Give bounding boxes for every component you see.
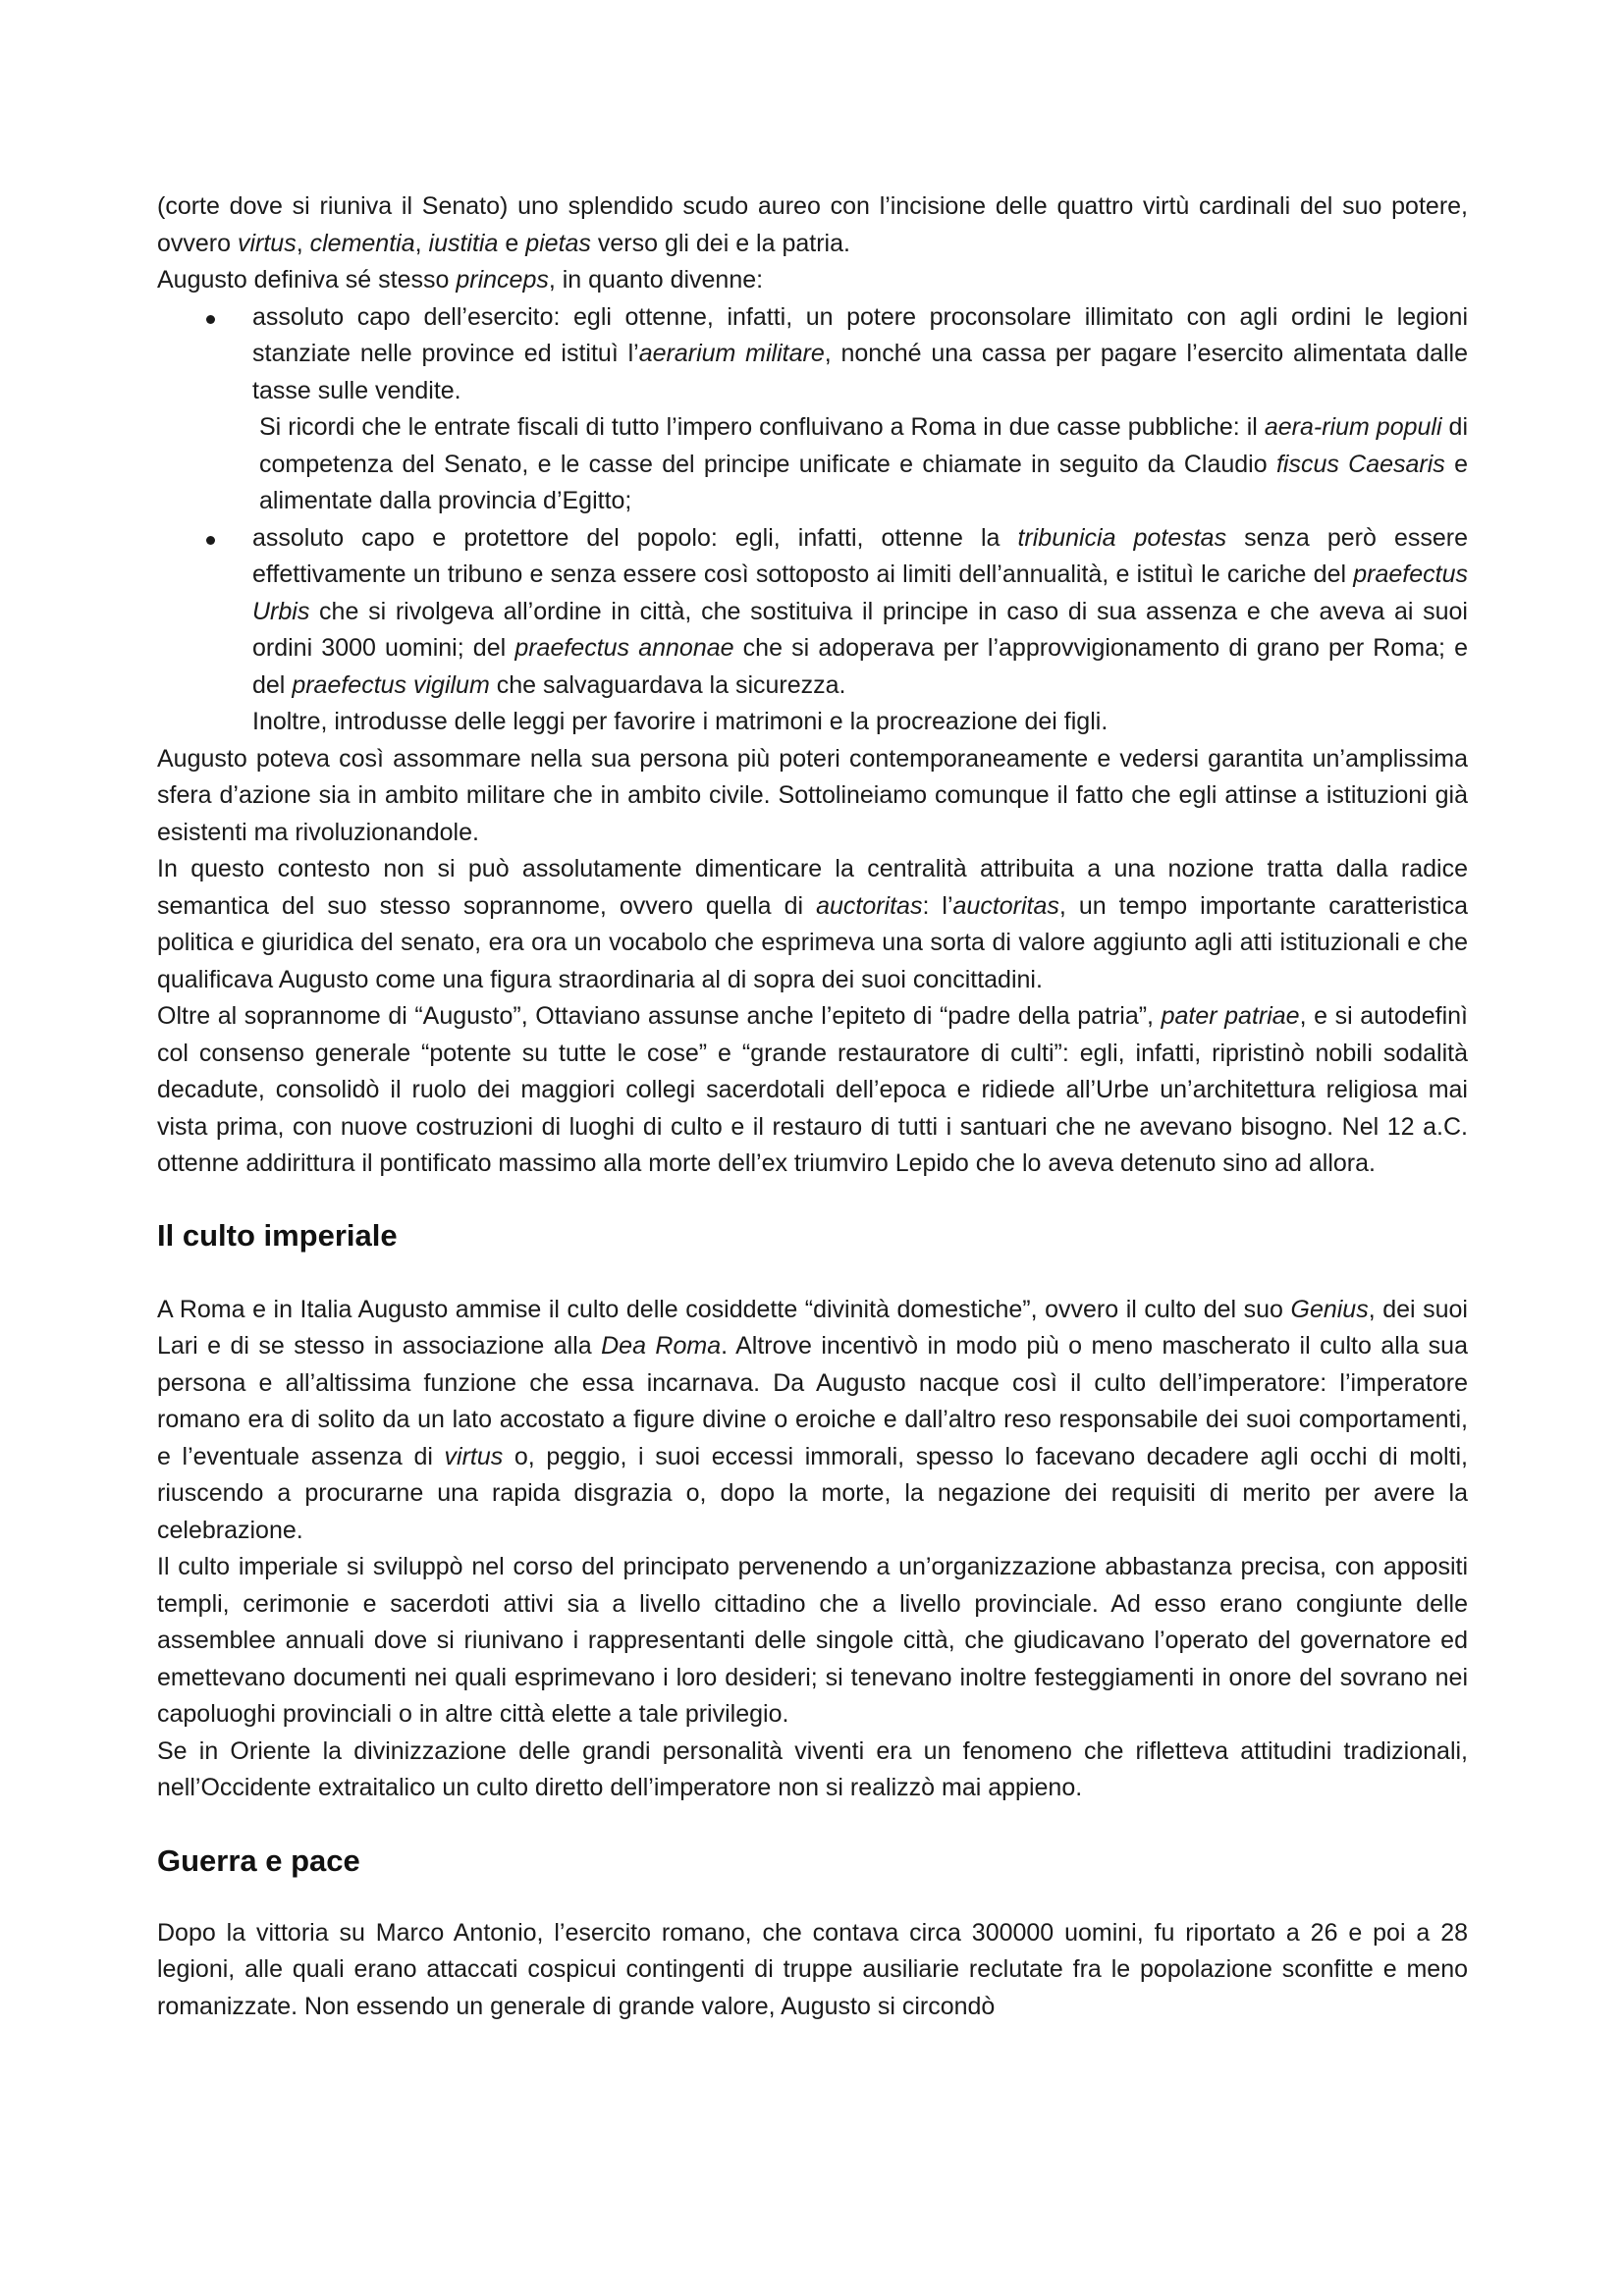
italic-term: Genius [1290, 1295, 1369, 1323]
italic-term: virtus [237, 229, 297, 257]
list-item-popolo [157, 520, 1468, 705]
paragraph-esercito-romano: Dopo la vittoria su Marco Antonio, l’esercito romano, che contava circa 300000 uomini, fu riportato a 26 e poi a 28 legioni, alle quali erano attaccati cospicui contingenti di truppe ausiliarie reclutate fra le popolazione sconfitte e meno romanizzate. Non essendo un generale di grande valore, Augusto si circondò [157, 1918, 1468, 2020]
italic-term: praefectus annonae [514, 634, 734, 662]
bullet-icon [206, 315, 215, 324]
paragraph-oriente-occidente: Se in Oriente la divinizzazione delle grandi personalità viventi era un fenomeno che rifletteva attitudini tradizionali, nell’Occidente extraitalico un culto diretto dell’imperatore non si realizzò mai appieno. [157, 1736, 1468, 1801]
paragraph-pater-patriae: Oltre al soprannome di “Augusto”, Ottaviano assunse anche l’epiteto di “padre della patria”, pater patriae, e si autodefinì col consenso generale “potente su tutte le cose” e “grande restauratore di culti”: egli, infatti, ripristinò nobili sodalità decadute, consolidò il ruolo dei maggiori collegi sacerdotali dell’epoca e ridiede all’Urbe un’architettura religiosa mai vista prima, con nuove costruzioni di luoghi di culto e il restauro di tutti i santuari che ne avevano bisogno. Nel 12 a.C. ottenne addirittura il pontificato massimo alla morte dell’ex triumviro Lepido che lo aveva detenuto sino ad allora. [157, 1002, 1469, 1177]
list-item-text: assoluto capo dell’esercito: egli ottenne, infatti, un potere proconsolare illimitato con agli ordini le legioni stanziate nelle province ed istituì l’aerarium militare, nonché una cassa per pagare l’esercito alimentata dalle tasse sulle vendite. [252, 302, 1468, 404]
paragraph-scudo-aureo: (corte dove si riuniva il Senato) uno splendido scudo aureo con l’incisione delle quattro virtù cardinali del suo potere, ovvero virtus, clementia, iustitia e pietas verso gli dei e la patria. [157, 192, 1468, 257]
italic-term: princeps [456, 266, 549, 294]
italic-term: aerarium militare [638, 340, 825, 367]
italic-term: pietas [525, 229, 591, 257]
list-item-esercito [157, 299, 1468, 410]
italic-term: Dea Roma [601, 1332, 722, 1360]
italic-term: virtus [444, 1442, 504, 1470]
paragraph-culto-sviluppo: Il culto imperiale si sviluppò nel corso del principato pervenendo a un’organizzazione abbastanza precisa, con appositi templi, cerimonie e sacerdoti attivi sia a livello cittadino che a livello provinciale. Ad esso erano congiunte delle assemblee annuali dove si riunivano i rappresentanti delle singole città, che giudicavano l’operato del governatore ed emettevano documenti nei quali esprimevano i loro desideri; si tenevano inoltre festeggiamenti in onore del sovrano nei capoluoghi provinciali o in altre città elette a tale privilegio. [157, 1553, 1468, 1728]
section-heading-culto-imperiale: Il culto imperiale [157, 1217, 398, 1253]
paragraph-princeps: Augusto definiva sé stesso princeps, in quanto divenne: [157, 266, 764, 294]
paragraph-poteri: Augusto poteva così assommare nella sua persona più poteri contemporaneamente e vedersi garantita un’amplissima sfera d’azione sia in ambito militare che in ambito civile. Sottolineiamo comunque il fatto che egli attinse a istituzioni già esistenti ma rivoluzionandole. [157, 744, 1468, 846]
italic-term: aera-rium populi [1264, 413, 1442, 441]
section-heading-guerra-e-pace: Guerra e pace [157, 1842, 360, 1878]
note-casse-pubbliche: Si ricordi che le entrate fiscali di tutto l’impero confluivano a Roma in due casse pubbliche: il aera-rium populi di competenza del Senato, e le casse del principe unificate e chiamate in seguito da Claudio fiscus Caesaris e alimentate dalla provincia d’Egitto; [259, 413, 1469, 514]
document-page [157, 188, 1468, 2025]
paragraph-divinita-domestiche: A Roma e in Italia Augusto ammise il culto delle cosiddette “divinità domestiche”, ovvero il culto del suo Genius, dei suoi Lari e di se stesso in associazione alla Dea Roma. Altrove incentivò in modo più o meno mascherato il culto alla sua persona e all’altissima funzione che essa incarnava. Da Augusto nacque così il culto dell’imperatore: l’imperatore romano era di solito da un lato accostato a figure divine o eroiche e dall’altro reso responsabile dei suoi comportamenti, e l’eventuale assenza di virtus o, peggio, i suoi eccessi immorali, spesso lo facevano decadere agli occhi di molti, riuscendo a procurarne una rapida disgrazia o, dopo la morte, la negazione dei requisiti di merito per avere la celebrazione. [157, 1295, 1468, 1544]
italic-term: pater patriae [1161, 1002, 1300, 1030]
italic-term: praefectus Urbis [252, 561, 1468, 625]
italic-term: tribunicia potestas [1017, 523, 1227, 552]
list-item-text: assoluto capo e protettore del popolo: egli, infatti, ottenne la tribunicia potestas senza però essere effettivamente un tribuno e senza essere così sottoposto ai limiti dell’annualità, e istituì le cariche del praefectus Urbis che si rivolgeva all’ordine in città, che sostituiva il principe in caso di sua assenza e che aveva ai suoi ordini 3000 uomini; del praefectus annonae che si adoperava per l’approvvigionamento di grano per Roma; e del praefectus vigilum che salvaguardava la sicurezza. [252, 523, 1468, 699]
italic-term: fiscus Caesaris [1275, 450, 1445, 478]
italic-term: praefectus vigilum [292, 670, 490, 699]
paragraph-leggi-matrimoni: Inoltre, introdusse delle leggi per favorire i matrimoni e la procreazione dei figli. [252, 708, 1109, 735]
italic-term: clementia [309, 229, 415, 257]
bullet-icon [206, 536, 215, 545]
italic-term: auctoritas [816, 891, 923, 920]
italic-term: iustitia [428, 229, 499, 257]
paragraph-auctoritas: In questo contesto non si può assolutamente dimenticare la centralità attribuita a una nozione tratta dalla radice semantica del suo stesso soprannome, ovvero quella di auctoritas: l’auctoritas, un tempo importante caratteristica politica e giuridica del senato, era ora un vocabolo che esprimeva una sorta di valore aggiunto agli atti istituzionali e che qualificava Augusto come una figura straordinaria al di sopra dei suoi concittadini. [157, 855, 1468, 993]
italic-term: auctoritas [952, 891, 1059, 920]
